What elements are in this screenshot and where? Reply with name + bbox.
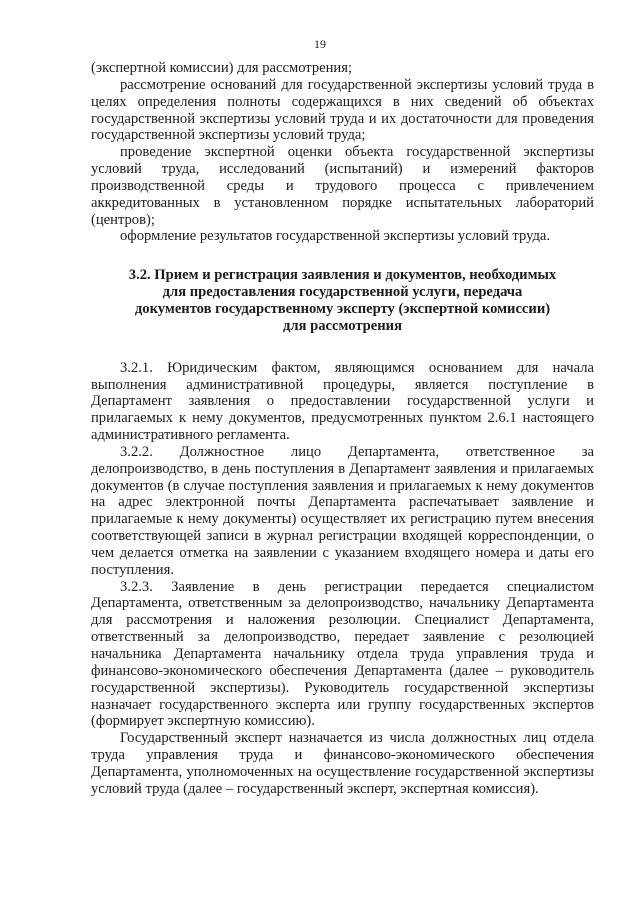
paragraph: 3.2.2. Должностное лицо Департамента, ответственное за делопроизводство, в день поступления в Департамент заявления и прилагаемых документов (в случае поступления заявления и прилагаемых к нему документов на адрес электронной почты Департамента распечатывает заявление и прилагаемые к нему документы) осуществляет их регистрацию путем внесения соответствующей записи в журнал регистрации входящей корреспонденции, о чем делается отметка на заявлении с указанием входящего номера и даты его поступления. xyxy=(91,443,594,578)
heading-line: для предоставления государственной услуги, передача xyxy=(162,284,523,301)
paragraph: рассмотрение оснований для государственной экспертизы условий труда в целях определения полноты содержащихся в них сведений об объектах государственной экспертизы условий труда и их достаточности для проведения государственной экспертизы условий труда; xyxy=(91,76,594,144)
section-heading xyxy=(91,267,594,334)
paragraph: оформление результатов государственной экспертизы условий труда. xyxy=(120,228,551,245)
paragraph: Государственный эксперт назначается из числа должностных лиц отдела труда управления труда и финансово-экономического обеспечения Департамента, уполномоченных на осуществление государственной экспертизы условий труда (далее – государственный эксперт, экспертная комиссия). xyxy=(91,730,594,797)
paragraph: проведение экспертной оценки объекта государственной экспертизы условий труда, исследований (испытаний) и измерений факторов производственной среды и трудового процесса с привлечением аккредитованных в установленном порядке испытательных лабораторий (центров); xyxy=(91,144,594,228)
heading-line: документов государственному эксперту (экспертной комиссии) xyxy=(134,300,551,317)
heading-line: 3.2. Прием и регистрация заявления и документов, необходимых xyxy=(128,267,557,284)
page-number: 19 xyxy=(314,37,326,51)
document-body xyxy=(91,60,594,798)
paragraph: 3.2.3. Заявление в день регистрации передается специалистом Департамента, ответственным за делопроизводство, начальнику Департамента для рассмотрения и наложения резолюции. Специалист Департамента, ответственный за делопроизводство, передает заявление с резолюцией начальника Департамента начальнику отдела труда управления труда и финансово-экономического обеспечения Департамента (далее – руководитель государственной экспертизы). Руководитель государственной экспертизы назначает государственного эксперта или группу государственных экспертов (формирует экспертную комиссию). xyxy=(91,578,594,730)
heading-line: для рассмотрения xyxy=(283,317,402,334)
paragraph: (экспертной комиссии) для рассмотрения; xyxy=(91,60,353,76)
paragraph: 3.2.1. Юридическим фактом, являющимся основанием для начала выполнения административной процедуры, является поступление в Департамент заявления о предоставлении государственной услуги и прилагаемых к нему документов, предусмотренных пунктом 2.6.1 настоящего административного регламента. xyxy=(91,359,594,444)
